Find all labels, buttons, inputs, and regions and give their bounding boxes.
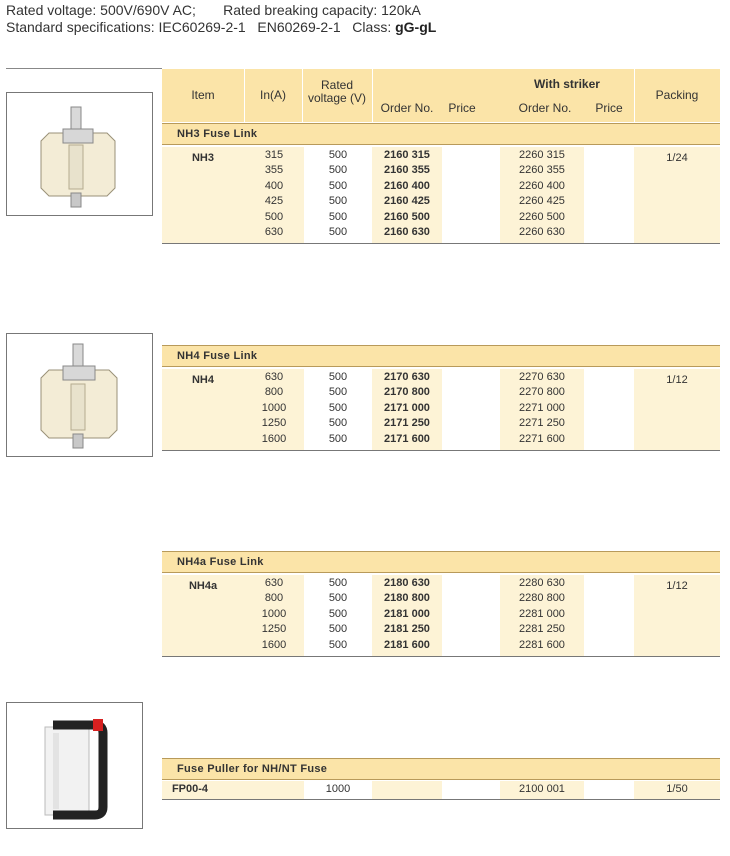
- section-bottom-rule: [162, 799, 720, 800]
- col-in-header: In(A): [259, 88, 286, 102]
- order-no-cell: 2181 600: [384, 639, 430, 651]
- striker-order-no-cell: 2260 355: [519, 164, 565, 176]
- rated-current-cell: 630: [264, 226, 284, 238]
- order-no-cell: 2171 600: [384, 433, 430, 445]
- section-title: Fuse Puller for NH/NT Fuse: [177, 763, 328, 775]
- col-striker-header: With striker: [534, 77, 600, 91]
- item-label: NH4a: [188, 580, 218, 592]
- rated-voltage-cell: 500: [328, 195, 348, 207]
- striker-order-no-cell: 2260 315: [519, 149, 565, 161]
- rated-voltage-cell: 500: [328, 623, 348, 635]
- rated-current-cell: 630: [264, 371, 284, 383]
- section-title: NH4a Fuse Link: [177, 556, 264, 568]
- order-no-cell: 2170 800: [384, 386, 430, 398]
- rated-current-cell: 630: [264, 577, 284, 589]
- section-title: NH4 Fuse Link: [177, 350, 258, 362]
- striker-order-no-cell: 2260 425: [519, 195, 565, 207]
- col-item-header: Item: [191, 88, 215, 102]
- striker-order-no-cell: 2270 630: [519, 371, 565, 383]
- order-no-cell: 2170 630: [384, 371, 430, 383]
- rated-voltage-cell: 500: [328, 180, 348, 192]
- rated-voltage-cell: 500: [328, 211, 348, 223]
- order-no-cell: 2160 355: [384, 164, 430, 176]
- col-striker-order-header: Order No.: [518, 101, 572, 115]
- rated-voltage-cell: 500: [328, 592, 348, 604]
- rated-current-cell: 500: [264, 211, 284, 223]
- rated-current-cell: 315: [264, 149, 284, 161]
- order-no-cell: 2181 000: [384, 608, 430, 620]
- section-title: NH3 Fuse Link: [177, 128, 258, 140]
- rated-current-cell: 800: [264, 386, 284, 398]
- rated-current-cell: 400: [264, 180, 284, 192]
- order-no-cell: 2181 250: [384, 623, 430, 635]
- col-price-header: Price: [448, 101, 476, 115]
- section-bottom-rule: [162, 243, 720, 244]
- section-title-bar: [162, 551, 720, 573]
- class-value: gG-gL: [395, 19, 437, 35]
- spec-line-2: [6, 19, 436, 35]
- nh3-fuse-photo: [6, 92, 153, 216]
- striker-order-no-cell: 2100 001: [519, 783, 565, 795]
- breaking-capacity-text: Rated breaking capacity: 120kA: [223, 2, 421, 18]
- rated-voltage-cell: 500: [328, 608, 348, 620]
- rated-voltage-cell: 1000: [325, 783, 351, 795]
- item-label: NH4: [191, 374, 214, 386]
- order-no-cell: 2180 630: [384, 577, 430, 589]
- striker-order-no-cell: 2260 500: [519, 211, 565, 223]
- order-no-cell: 2180 800: [384, 592, 430, 604]
- order-no-cell: 2171 250: [384, 417, 430, 429]
- rated-current-cell: 1000: [261, 402, 287, 414]
- rated-voltage-cell: 500: [328, 226, 348, 238]
- rated-voltage-cell: 500: [328, 149, 348, 161]
- striker-order-no-cell: 2281 000: [519, 608, 565, 620]
- rated-voltage-cell: 500: [328, 639, 348, 651]
- col-order-header: Order No.: [380, 101, 434, 115]
- rated-current-cell: 800: [264, 592, 284, 604]
- top-rule: [6, 68, 162, 69]
- rated-current-cell: 425: [264, 195, 284, 207]
- item-label: FP00-4: [171, 783, 209, 795]
- fuse-puller-photo: [6, 702, 143, 829]
- col-voltage-header: Rated voltage (V): [307, 78, 367, 105]
- packing-value: 1/50: [666, 783, 688, 795]
- striker-order-no-cell: 2280 630: [519, 577, 565, 589]
- order-no-cell: 2160 425: [384, 195, 430, 207]
- section-title-bar: [162, 345, 720, 367]
- striker-order-no-cell: 2270 800: [519, 386, 565, 398]
- rated-voltage-cell: 500: [328, 433, 348, 445]
- section-title-bar: [162, 758, 720, 780]
- striker-order-no-cell: 2271 250: [519, 417, 565, 429]
- section-bottom-rule: [162, 450, 720, 451]
- rated-voltage-cell: 500: [328, 577, 348, 589]
- striker-order-no-cell: 2281 250: [519, 623, 565, 635]
- section-bottom-rule: [162, 656, 720, 657]
- rated-current-cell: 1250: [261, 417, 287, 429]
- striker-order-no-cell: 2260 400: [519, 180, 565, 192]
- striker-order-no-cell: 2281 600: [519, 639, 565, 651]
- fuse-link-icon: [7, 334, 154, 458]
- packing-value: 1/12: [666, 374, 688, 386]
- order-no-cell: 2160 630: [384, 226, 430, 238]
- rated-current-cell: 1250: [261, 623, 287, 635]
- striker-order-no-cell: 2271 600: [519, 433, 565, 445]
- fuse-puller-icon: [7, 703, 144, 830]
- packing-value: 1/12: [666, 580, 688, 592]
- striker-order-no-cell: 2260 630: [519, 226, 565, 238]
- rated-current-cell: 1000: [261, 608, 287, 620]
- col-striker-price-header: Price: [595, 101, 623, 115]
- rated-voltage-text: Rated voltage: 500V/690V AC;: [6, 2, 196, 18]
- section-title-bar: [162, 123, 720, 145]
- rated-voltage-cell: 500: [328, 417, 348, 429]
- column-band: [244, 781, 304, 799]
- item-label: NH3: [191, 152, 214, 164]
- order-no-cell: 2160 315: [384, 149, 430, 161]
- order-no-cell: 2160 500: [384, 211, 430, 223]
- standard-spec-text: Standard specifications: IEC60269-2-1 EN60269-2-1 Class:: [6, 19, 392, 35]
- rated-voltage-cell: 500: [328, 402, 348, 414]
- col-packing-header: Packing: [655, 88, 699, 102]
- fuse-link-icon: [7, 93, 154, 217]
- rated-current-cell: 1600: [261, 639, 287, 651]
- order-no-cell: 2160 400: [384, 180, 430, 192]
- striker-order-no-cell: 2271 000: [519, 402, 565, 414]
- nh4-fuse-photo: [6, 333, 153, 457]
- column-band: [372, 781, 442, 799]
- order-no-cell: 2171 000: [384, 402, 430, 414]
- rated-voltage-cell: 500: [328, 371, 348, 383]
- rated-voltage-cell: 500: [328, 386, 348, 398]
- packing-value: 1/24: [666, 152, 688, 164]
- striker-order-no-cell: 2280 800: [519, 592, 565, 604]
- spec-line-1: [6, 2, 421, 18]
- rated-current-cell: 1600: [261, 433, 287, 445]
- rated-current-cell: 355: [264, 164, 284, 176]
- rated-voltage-cell: 500: [328, 164, 348, 176]
